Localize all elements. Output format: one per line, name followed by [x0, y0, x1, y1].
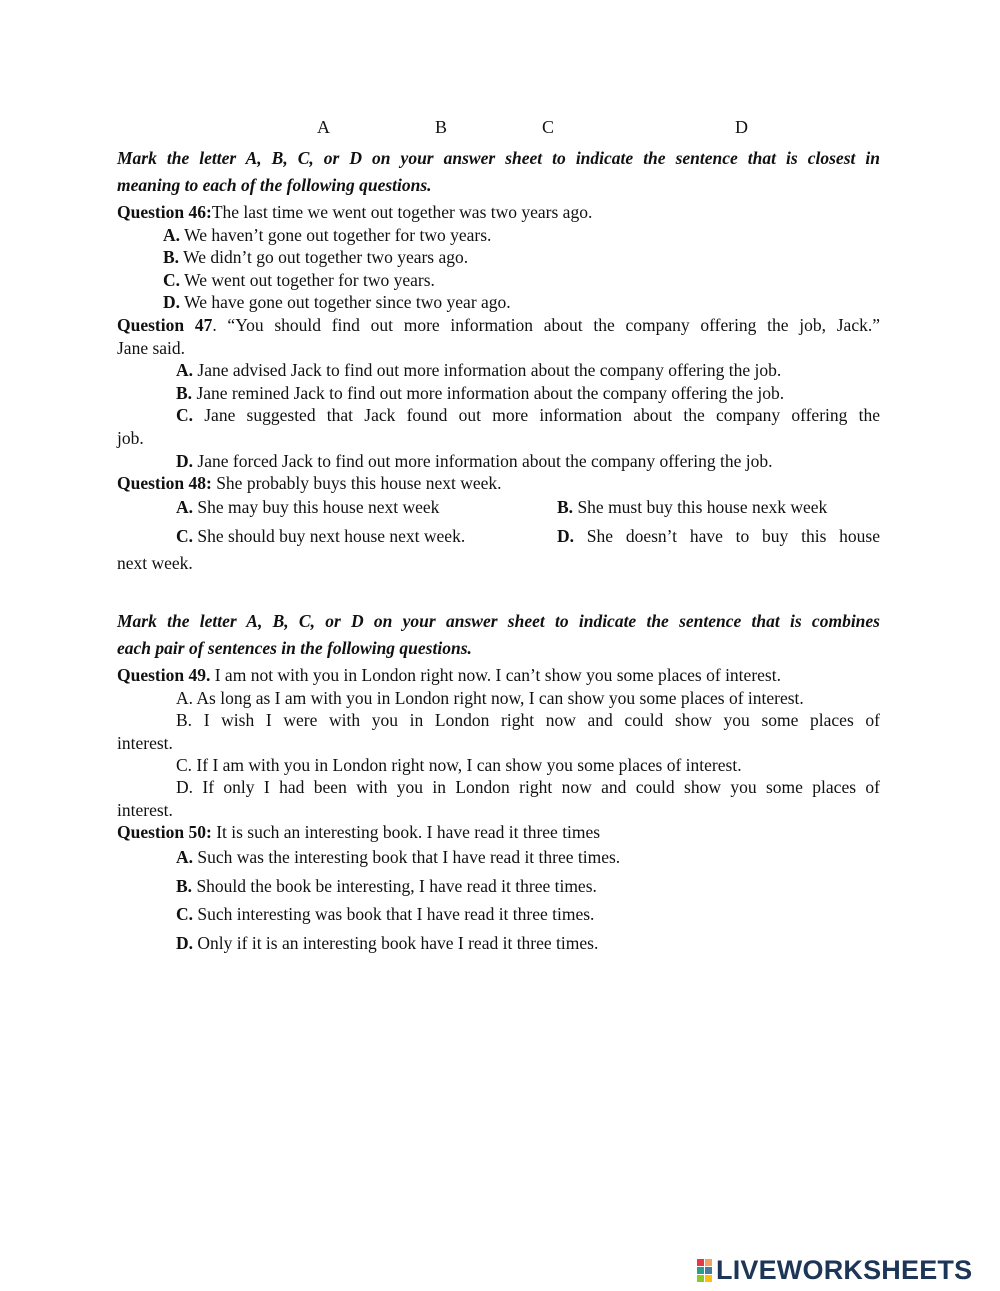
question-47-label: Question 47: [117, 315, 213, 335]
header-letter-c: C: [542, 117, 555, 137]
question-48-stem: Question 48: She probably buys this house next week.: [117, 473, 502, 493]
question-49-option-a[interactable]: A. As long as I am with you in London right now, I can show you some places of interest.: [176, 688, 804, 708]
section1-instruction-line1: Mark the letter A, B, C, or D on your answer sheet to indicate the sentence that is closest in: [117, 148, 880, 168]
question-49-option-b[interactable]: B. I wish I were with you in London right now and could show you some places of: [176, 710, 880, 730]
liveworksheets-logo: [697, 1255, 972, 1285]
logo-block: [705, 1275, 712, 1282]
header-letter-a: A: [317, 117, 330, 137]
logo-block: [697, 1267, 704, 1274]
question-50-label: Question 50:: [117, 822, 212, 842]
logo-blocks-icon: [697, 1259, 712, 1282]
question-47-stem-cont: Jane said.: [117, 338, 186, 358]
question-49-option-b-cont: interest.: [117, 733, 173, 753]
question-48-option-d[interactable]: D. She doesn’t have to buy this house: [557, 526, 880, 546]
section1-instruction: [117, 145, 880, 199]
logo-text: LIVEWORKSHEETS: [716, 1254, 973, 1285]
section2-instruction-line1: Mark the letter A, B, C, or D on your answer sheet to indicate the sentence that is combines: [117, 611, 880, 631]
question-46-option-b[interactable]: B. We didn’t go out together two years ago.: [163, 247, 469, 267]
question-49-option-c[interactable]: C. If I am with you in London right now, I can show you some places of interest.: [176, 755, 742, 775]
question-46-stem: Question 46:The last time we went out together was two years ago.: [117, 202, 593, 222]
logo-block: [697, 1275, 704, 1282]
question-50-option-c[interactable]: C. Such interesting was book that I have read it three times.: [176, 904, 595, 924]
question-47-option-a[interactable]: A. Jane advised Jack to find out more information about the company offering the job.: [176, 360, 782, 380]
question-49-option-d[interactable]: D. If only I had been with you in London right now and could show you some places of: [176, 777, 880, 797]
logo-block: [705, 1267, 712, 1274]
question-46-option-c[interactable]: C. We went out together for two years.: [163, 270, 435, 290]
question-50-stem: Question 50: It is such an interesting book. I have read it three times: [117, 822, 601, 842]
question-47-option-c-cont: job.: [117, 428, 144, 448]
question-50-option-d[interactable]: D. Only if it is an interesting book have I read it three times.: [176, 933, 599, 953]
question-48-option-c[interactable]: C. She should buy next house next week.: [176, 526, 466, 546]
question-50-option-b[interactable]: B. Should the book be interesting, I have read it three times.: [176, 876, 597, 896]
question-46-option-a[interactable]: A. We haven’t gone out together for two years.: [163, 225, 492, 245]
question-49-option-d-cont: interest.: [117, 800, 173, 820]
question-48-option-a[interactable]: A. She may buy this house next week: [176, 497, 440, 517]
question-49-label: Question 49.: [117, 665, 211, 685]
logo-block: [705, 1259, 712, 1266]
question-47-option-d[interactable]: D. Jane forced Jack to find out more information about the company offering the job.: [176, 451, 773, 471]
question-48-option-d-cont: next week.: [117, 553, 193, 573]
logo-block: [697, 1259, 704, 1266]
header-letter-d: D: [735, 117, 748, 137]
question-47-option-b[interactable]: B. Jane remined Jack to find out more information about the company offering the job.: [176, 383, 785, 403]
section1-instruction-line2: meaning to each of the following questions.: [117, 175, 432, 195]
question-50-option-a[interactable]: A. Such was the interesting book that I have read it three times.: [176, 847, 621, 867]
section2-instruction: [117, 608, 880, 662]
question-49-stem: Question 49. I am not with you in London right now. I can’t show you some places of interest.: [117, 665, 781, 685]
section2-instruction-line2: each pair of sentences in the following questions.: [117, 638, 472, 658]
question-46-label: Question 46:: [117, 202, 212, 222]
question-47-stem: Question 47. “You should find out more information about the company offering the job, Jack.”: [117, 315, 880, 335]
question-47-option-c[interactable]: C. Jane suggested that Jack found out more information about the company offering the: [176, 405, 880, 425]
question-46-option-d[interactable]: D. We have gone out together since two year ago.: [163, 292, 511, 312]
question-48-option-b[interactable]: B. She must buy this house nexk week: [557, 497, 828, 517]
header-letter-b: B: [435, 117, 448, 137]
question-48-label: Question 48:: [117, 473, 212, 493]
